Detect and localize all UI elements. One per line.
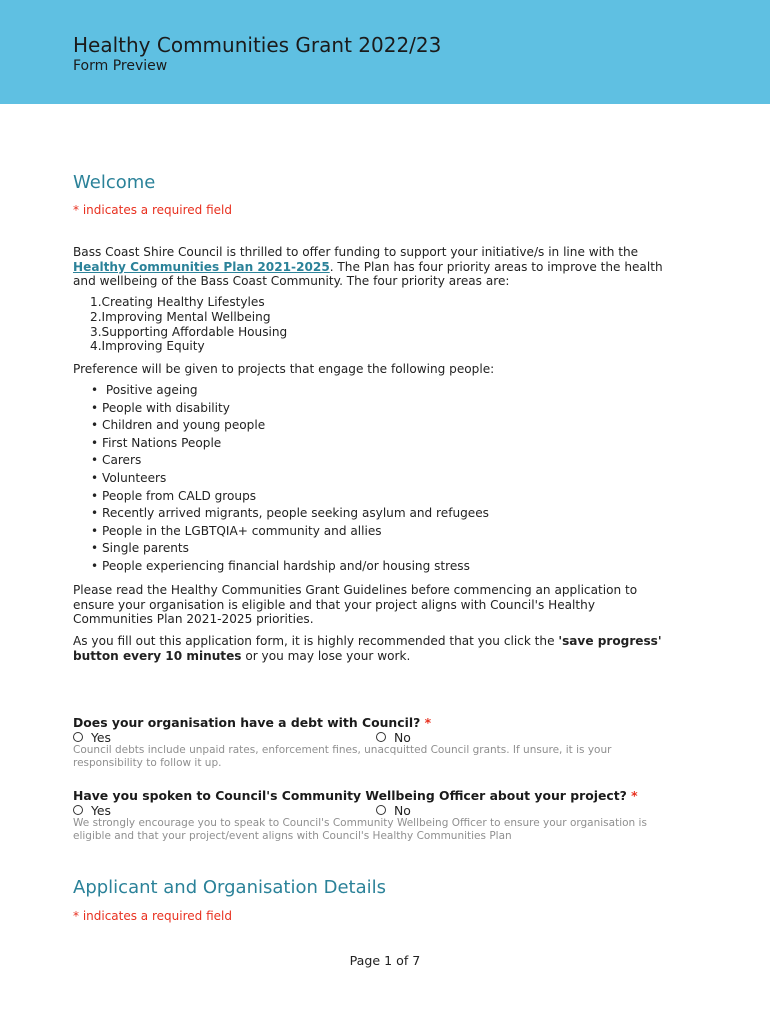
debt-hint: Council debts include unpaid rates, enforcement fines, unacquitted Council grants. If unsure, it is your responsibility to follow it up. (73, 744, 612, 770)
people-item: • Positive ageing (91, 382, 489, 400)
radio-circle-icon (376, 732, 386, 742)
officer-yes-radio[interactable]: Yes (73, 803, 111, 818)
people-item: • People from CALD groups (91, 488, 489, 506)
target-people-list (91, 382, 489, 576)
save-progress-note: As you fill out this application form, it is highly recommended that you click the 'save progress' button every 10 minutes or you may lose your work. (73, 634, 662, 663)
question-council-debt: Does your organisation have a debt with Council? * (73, 715, 432, 730)
applicant-heading: Applicant and Organisation Details (73, 877, 386, 898)
intro-paragraph: Bass Coast Shire Council is thrilled to offer funding to support your initiative/s in line with the Healthy Communities Plan 2021-2025. The Plan has four priority areas to improve the health and wellbeing of the Bass Coast Community. The four priority areas are: (73, 245, 663, 289)
people-item: • People with disability (91, 400, 489, 418)
people-item: • Single parents (91, 540, 489, 558)
people-item: • First Nations People (91, 435, 489, 453)
priority-item: 1.Creating Healthy Lifestyles (90, 295, 265, 309)
form-subtitle: Form Preview (73, 58, 168, 74)
question-spoken-to-officer: Have you spoken to Council's Community Wellbeing Officer about your project? * (73, 788, 638, 803)
priority-areas-list (90, 295, 287, 354)
radio-circle-icon (73, 805, 83, 815)
radio-circle-icon (73, 732, 83, 742)
officer-no-radio[interactable]: No (376, 803, 411, 818)
applicant-required-note: * indicates a required field (73, 909, 232, 923)
officer-hint: We strongly encourage you to speak to Council's Community Wellbeing Officer to ensure your organisation is eligible and that your project/event aligns with Council's Healthy Communities Plan (73, 817, 647, 843)
required-field-note: * indicates a required field (73, 203, 232, 217)
healthy-communities-plan-link[interactable]: Healthy Communities Plan 2021-2025 (73, 259, 330, 274)
guidelines-note: Please read the Healthy Communities Grant Guidelines before commencing an application to ensure your organisation is eligible and that your project aligns with Council's Healthy Communities Plan 2021-2025 priorities. (73, 583, 638, 627)
debt-no-radio[interactable]: No (376, 730, 411, 745)
preference-intro: Preference will be given to projects that engage the following people: (73, 362, 495, 376)
debt-yes-radio[interactable]: Yes (73, 730, 111, 745)
people-item: • Children and young people (91, 417, 489, 435)
priority-item: 3.Supporting Affordable Housing (90, 324, 288, 339)
priority-item: 4.Improving Equity (90, 339, 205, 354)
page-indicator: Page 1 of 7 (349, 953, 421, 968)
people-item: • Recently arrived migrants, people seeking asylum and refugees (91, 505, 489, 523)
radio-circle-icon (376, 805, 386, 815)
priority-item: 2.Improving Mental Wellbeing (90, 309, 271, 324)
people-item: • People experiencing financial hardship and/or housing stress (91, 558, 489, 576)
people-item: • People in the LGBTQIA+ community and allies (91, 523, 489, 541)
welcome-heading: Welcome (73, 172, 156, 193)
people-item: • Volunteers (91, 470, 489, 488)
people-item: • Carers (91, 452, 489, 470)
page-header (0, 0, 770, 104)
form-title: Healthy Communities Grant 2022/23 (73, 33, 442, 57)
